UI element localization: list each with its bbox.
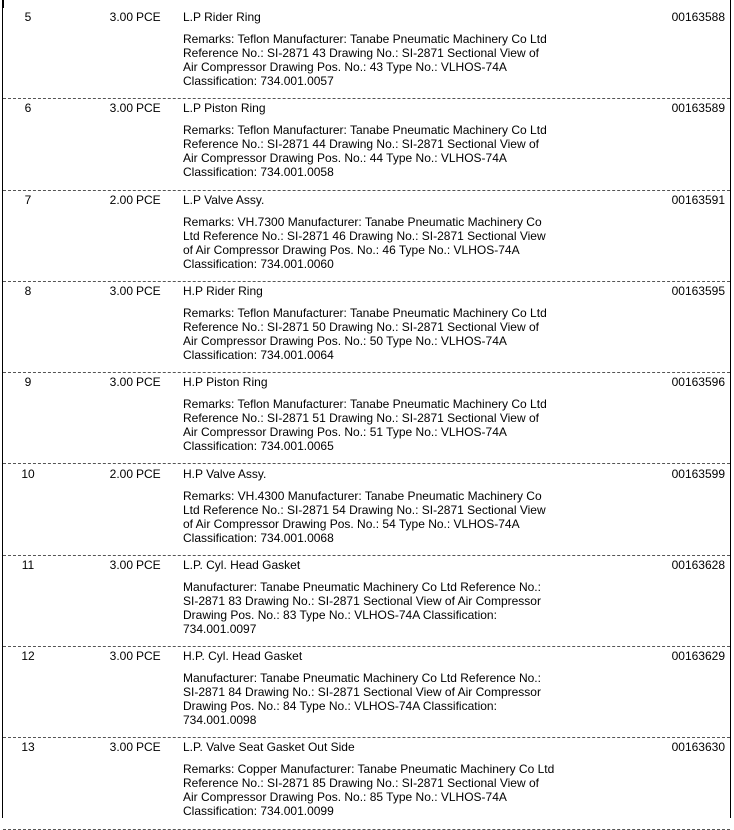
- table-row: [3, 465, 730, 556]
- table-row: [3, 738, 730, 829]
- line-number: 8: [24, 283, 32, 298]
- line-number: 5: [24, 10, 32, 24]
- table-row: [3, 99, 730, 190]
- item-description: H.P. Cyl. Head Gasket: [183, 649, 303, 664]
- table-row: [3, 191, 730, 282]
- item-remarks: Remarks: Teflon Manufacturer: Tanabe Pneumatic Machinery Co Ltd Reference No.: SI-2871 43 Drawing No.: SI-2871 Sectional View of Air Compressor Drawing Pos. No.: 43 Type No.: VLHOS-74A Classification: 734.001.0057: [183, 32, 547, 88]
- quantity: 3.00: [109, 10, 133, 24]
- quantity: 2.00: [109, 466, 133, 481]
- unit: PCE: [136, 101, 161, 116]
- item-description: L.P. Cyl. Head Gasket: [183, 557, 301, 572]
- line-number: 10: [21, 466, 35, 481]
- unit: PCE: [136, 10, 161, 24]
- quantity: 3.00: [109, 375, 133, 390]
- line-number: 13: [21, 740, 35, 755]
- item-code: 00163591: [671, 192, 725, 207]
- table-row: [3, 373, 730, 464]
- item-code: 00163595: [671, 283, 725, 298]
- unit: PCE: [136, 192, 161, 207]
- item-description: H.P Valve Assy.: [183, 466, 267, 481]
- line-number: 12: [21, 649, 35, 664]
- item-code: 00163589: [671, 101, 725, 116]
- line-number: 9: [24, 375, 32, 390]
- item-remarks: Manufacturer: Tanabe Pneumatic Machinery Co Ltd Reference No.: SI-2871 84 Drawing No.: SI-2871 Sectional View of Air Compressor Drawing Pos. No.: 84 Type No.: VLHOS-74A Classification: 734.001.0098: [183, 671, 541, 728]
- item-description: H.P Piston Ring: [183, 375, 268, 390]
- item-remarks: Remarks: Copper Manufacturer: Tanabe Pneumatic Machinery Co Ltd Reference No.: SI-2871 85 Drawing No.: SI-2871 Sectional View of Air Compressor Drawing Pos. No.: 85 Type No.: VLHOS-74A Classification: 734.001.0099: [183, 762, 555, 819]
- unit: PCE: [136, 557, 161, 572]
- line-number: 7: [24, 192, 32, 207]
- item-code: 00163628: [671, 557, 725, 572]
- unit: PCE: [136, 466, 161, 481]
- item-remarks: Remarks: VH.7300 Manufacturer: Tanabe Pneumatic Machinery Co Ltd Reference No.: SI-2871 46 Drawing No.: SI-2871 Sectional View of Air Compressor Drawing Pos. No.: 46 Type No.: VLHOS-74A Classification: 734.001.0060: [183, 214, 546, 271]
- quantity: 3.00: [109, 557, 133, 572]
- item-remarks: Remarks: Teflon Manufacturer: Tanabe Pneumatic Machinery Co Ltd Reference No.: SI-2871 51 Drawing No.: SI-2871 Sectional View of Air Compressor Drawing Pos. No.: 51 Type No.: VLHOS-74A Classification: 734.001.0065: [183, 397, 547, 454]
- item-code: 00163599: [671, 466, 725, 481]
- table-top-tick: [3, 0, 4, 8]
- item-remarks: Remarks: VH.4300 Manufacturer: Tanabe Pneumatic Machinery Co Ltd Reference No.: SI-2871 54 Drawing No.: SI-2871 Sectional View of Air Compressor Drawing Pos. No.: 54 Type No.: VLHOS-74A Classification: 734.001.0068: [183, 488, 546, 545]
- item-remarks: Remarks: Teflon Manufacturer: Tanabe Pneumatic Machinery Co Ltd Reference No.: SI-2871 44 Drawing No.: SI-2871 Sectional View of Air Compressor Drawing Pos. No.: 44 Type No.: VLHOS-74A Classification: 734.001.0058: [183, 123, 547, 180]
- item-code: 00163630: [671, 740, 725, 755]
- item-description: L.P Valve Assy.: [183, 192, 265, 207]
- item-remarks: Manufacturer: Tanabe Pneumatic Machinery Co Ltd Reference No.: SI-2871 83 Drawing No.: SI-2871 Sectional View of Air Compressor Drawing Pos. No.: 83 Type No.: VLHOS-74A Classification: 734.001.0097: [183, 579, 541, 636]
- table-row: [3, 282, 730, 373]
- quantity: 3.00: [109, 101, 133, 116]
- item-code: 00163588: [671, 10, 725, 24]
- table-row: [3, 647, 730, 738]
- unit: PCE: [136, 740, 161, 755]
- quantity: 3.00: [109, 283, 133, 298]
- item-description: L.P Piston Ring: [183, 101, 266, 116]
- item-remarks: Remarks: Teflon Manufacturer: Tanabe Pneumatic Machinery Co Ltd Reference No.: SI-2871 50 Drawing No.: SI-2871 Sectional View of Air Compressor Drawing Pos. No.: 50 Type No.: VLHOS-74A Classification: 734.001.0064: [183, 305, 547, 362]
- unit: PCE: [136, 375, 161, 390]
- unit: PCE: [136, 649, 161, 664]
- quantity: 3.00: [109, 740, 133, 755]
- unit: PCE: [136, 283, 161, 298]
- line-items-table: [2, 0, 731, 818]
- item-code: 00163629: [671, 649, 725, 664]
- item-description: H.P Rider Ring: [183, 283, 263, 298]
- line-number: 6: [24, 101, 32, 116]
- item-description: L.P Rider Ring: [183, 10, 261, 24]
- item-description: L.P. Valve Seat Gasket Out Side: [183, 740, 355, 755]
- line-number: 11: [21, 557, 35, 572]
- quantity: 2.00: [109, 192, 133, 207]
- item-code: 00163596: [671, 375, 725, 390]
- quantity: 3.00: [109, 649, 133, 664]
- table-row: [3, 8, 730, 99]
- table-row: [3, 556, 730, 647]
